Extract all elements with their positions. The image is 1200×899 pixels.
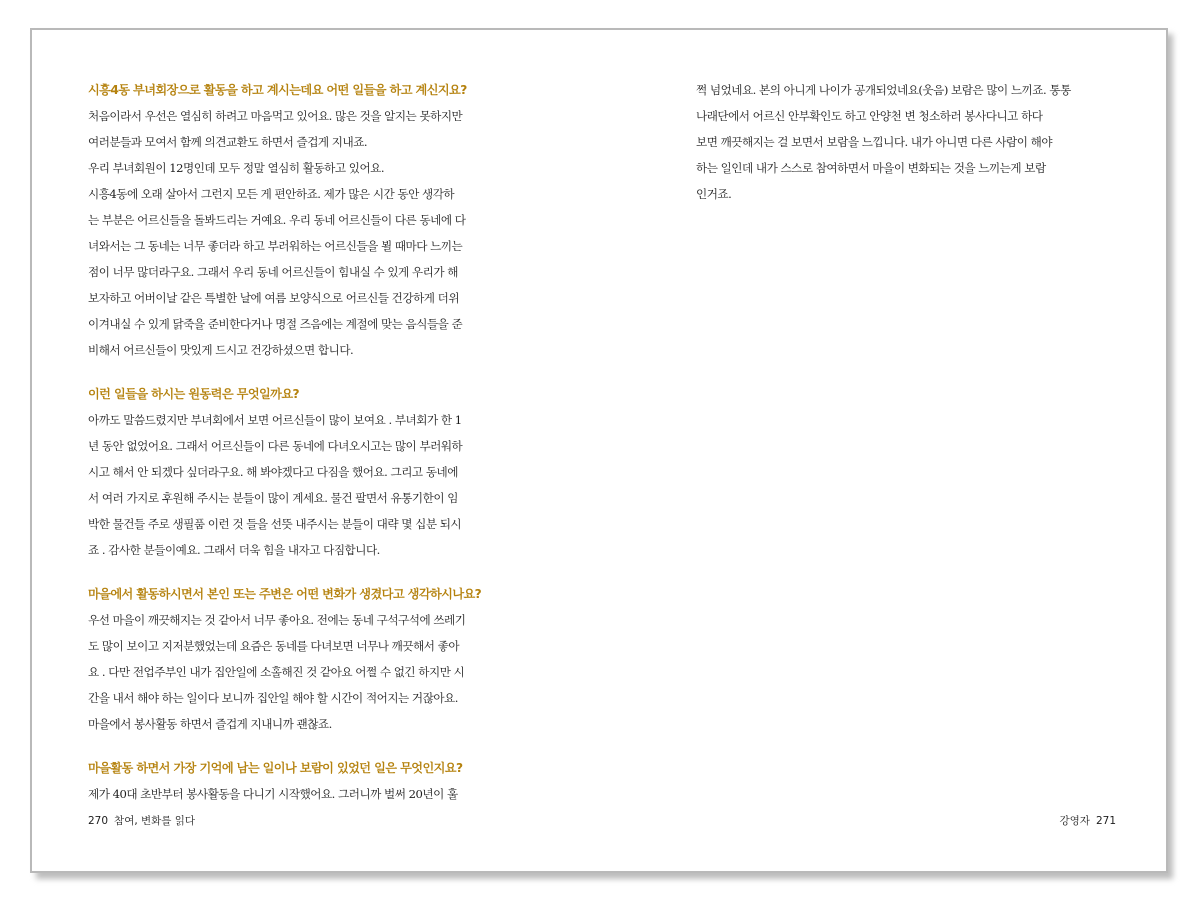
- left-folio: [88, 813, 195, 828]
- left-page: [32, 30, 592, 871]
- body-line: 죠 . 감사한 분들이예요. 그래서 더욱 힘을 내자고 다짐합니다.: [88, 543, 380, 557]
- body-line: 박한 물건들 주로 생필품 이런 것 들을 선뜻 내주시는 분들이 대략 몇 십분 되시: [88, 517, 462, 531]
- body-line: 는 부분은 어르신들을 돌봐드리는 거예요. 우리 동네 어르신들이 다른 동네에 다: [88, 213, 466, 227]
- right-page-text: [696, 77, 1121, 207]
- right-page: [592, 30, 1168, 871]
- question-heading: 시흥4동 부녀회장으로 활동을 하고 계시는데요 어떤 일들을 하고 계신지요?: [88, 83, 467, 97]
- running-title: 참여, 변화를 읽다: [114, 815, 196, 827]
- body-line: 아까도 말씀드렸지만 부녀회에서 보면 어르신들이 많이 보여요 . 부녀회가 한 1: [88, 413, 462, 427]
- body-line: 보자하고 어버이날 같은 특별한 날에 여름 보양식으로 어르신들 건강하게 더위: [88, 291, 460, 305]
- body-line: 녀와서는 그 동네는 너무 좋더라 하고 부러워하는 어르신들을 뵐 때마다 느끼는: [88, 239, 463, 253]
- section-gap: [88, 563, 513, 581]
- body-line: 처음이라서 우선은 열심히 하려고 마음먹고 있어요. 많은 것을 알지는 못하지만: [88, 109, 463, 123]
- body-line: 마을에서 봉사활동 하면서 즐겁게 지내니까 괜찮죠.: [88, 717, 332, 731]
- page-number: 271: [1095, 815, 1116, 827]
- body-line: 여러분들과 모여서 함께 의견교환도 하면서 즐겁게 지내죠.: [88, 135, 368, 149]
- body-line: 이겨내실 수 있게 닭죽을 준비한다거나 명절 즈음에는 계절에 맞는 음식들을 준: [88, 317, 463, 331]
- body-line: 우선 마을이 깨끗해지는 것 같아서 너무 좋아요. 전에는 동네 구석구석에 쓰레기: [88, 613, 466, 627]
- body-line: 도 많이 보이고 지저분했었는데 요즘은 동네를 다녀보면 너무나 깨끗해서 좋아: [88, 639, 460, 653]
- body-line: 나래단에서 어르신 안부확인도 하고 안양천 변 청소하러 봉사다니고 하다: [696, 109, 1043, 123]
- question-heading: 마을활동 하면서 가장 기억에 남는 일이나 보람이 있었던 일은 무엇인지요?: [88, 761, 463, 775]
- body-line: 인거죠.: [696, 187, 732, 201]
- running-title: 강영자: [1059, 815, 1090, 827]
- section-gap: [88, 363, 513, 381]
- body-line: 시흥4동에 오래 살아서 그런지 모든 게 편안하죠. 제가 많은 시간 동안 생각하: [88, 187, 455, 201]
- left-page-text: [88, 77, 513, 807]
- body-line: 요 . 다만 전업주부인 내가 집안일에 소홀해진 것 같아요 어쩔 수 없긴 하지만 시: [88, 665, 465, 679]
- question-heading: 마을에서 활동하시면서 본인 또는 주변은 어떤 변화가 생겼다고 생각하시나요?: [88, 587, 482, 601]
- body-line: 보면 깨끗해지는 걸 보면서 보람을 느낍니다. 내가 아니면 다른 사람이 해야: [696, 135, 1053, 149]
- body-line: 점이 너무 많더라구요. 그래서 우리 동네 어르신들이 힘내실 수 있게 우리가 해: [88, 265, 458, 279]
- body-line: 간을 내서 해야 하는 일이다 보니까 집안일 해야 할 시간이 적어지는 거잖아요.: [88, 691, 458, 705]
- book-spread: [30, 28, 1168, 873]
- body-line: 비해서 어르신들이 맛있게 드시고 건강하셨으면 합니다.: [88, 343, 354, 357]
- body-line: 하는 일인데 내가 스스로 참여하면서 마을이 변화되는 것을 느끼는게 보람: [696, 161, 1046, 175]
- right-folio: [1060, 813, 1116, 828]
- question-heading: 이런 일들을 하시는 원동력은 무엇일까요?: [88, 387, 299, 401]
- body-line: 서 여러 가지로 후원해 주시는 분들이 많이 계세요. 물건 팔면서 유통기한이 임: [88, 491, 458, 505]
- body-line: 제가 40대 초반부터 봉사활동을 다니기 시작했어요. 그러니까 벌써 20년이 훌: [88, 787, 458, 801]
- body-line: 시고 해서 안 되겠다 싶더라구요. 해 봐야겠다고 다짐을 했어요. 그리고 동네에: [88, 465, 458, 479]
- page-number: 270: [88, 815, 109, 827]
- section-gap: [88, 737, 513, 755]
- body-line: 년 동안 없었어요. 그래서 어르신들이 다른 동네에 다녀오시고는 많이 부러워하: [88, 439, 463, 453]
- body-line: 우리 부녀회원이 12명인데 모두 정말 열심히 활동하고 있어요.: [88, 161, 385, 175]
- body-line: 쩍 넘었네요. 본의 아니게 나이가 공개되었네요(웃음) 보람은 많이 느끼죠. 통통: [696, 83, 1071, 97]
